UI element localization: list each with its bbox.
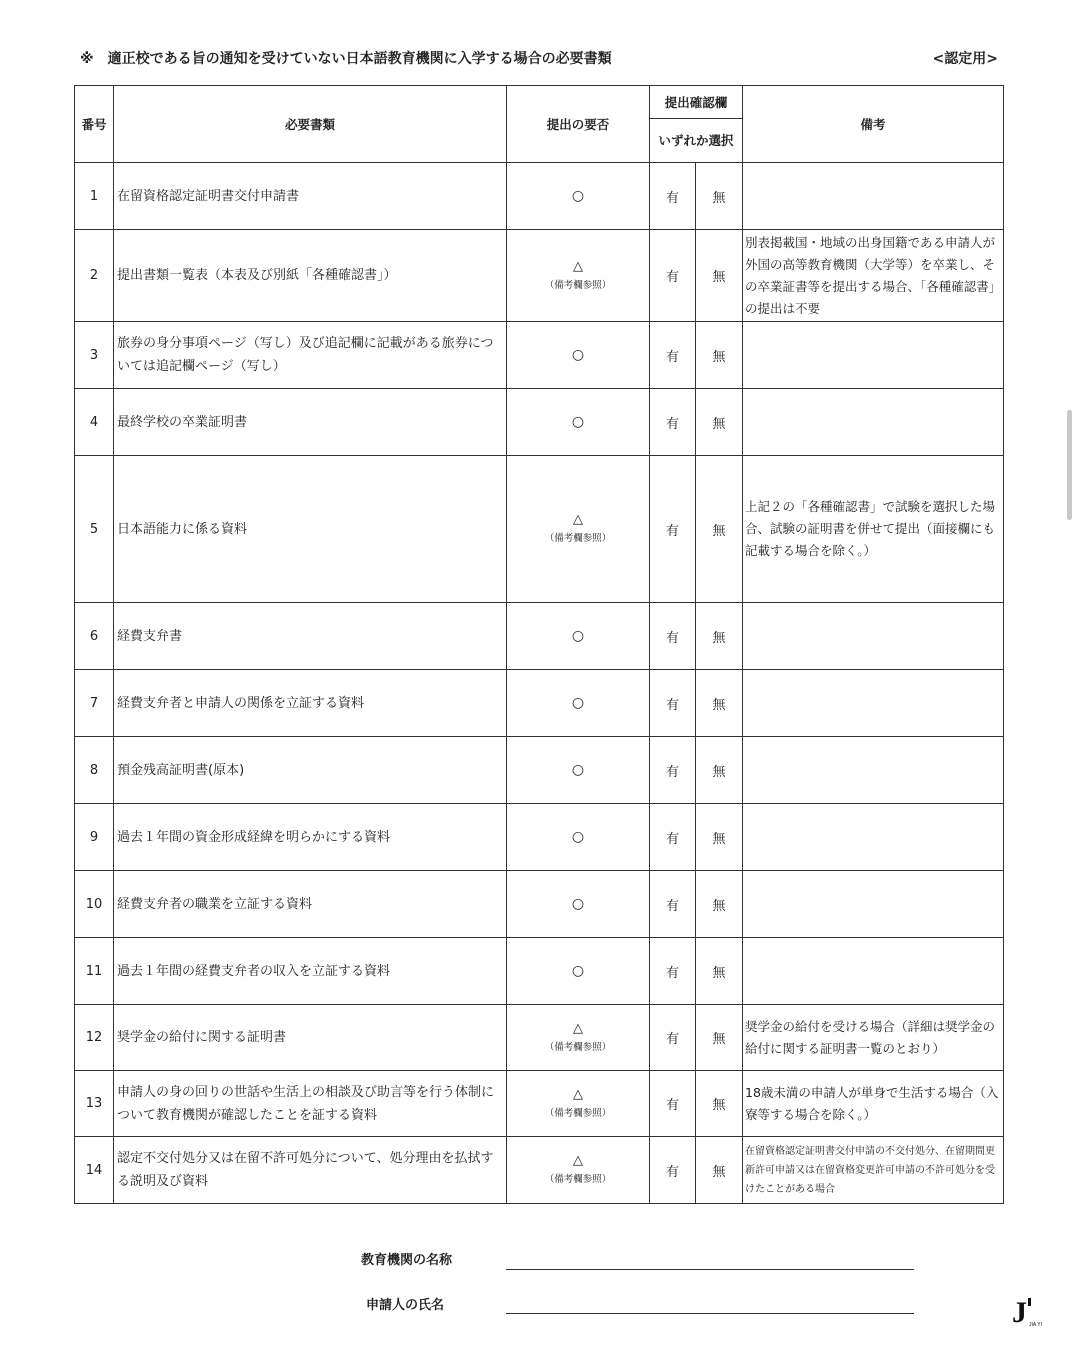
required-cell bbox=[507, 163, 650, 230]
required-mark: △ bbox=[573, 1020, 583, 1036]
header-confirm-sub: いずれか選択 bbox=[650, 119, 743, 163]
required-mark: ○ bbox=[571, 188, 585, 204]
required-cell bbox=[507, 230, 650, 322]
document-name: 過去１年間の経費支弁者の収入を立証する資料 bbox=[114, 938, 507, 1005]
required-note: （備考欄参照） bbox=[544, 1107, 612, 1119]
required-documents-table bbox=[74, 85, 1004, 1204]
required-cell bbox=[507, 1005, 650, 1071]
form-type-tag: <認定用> bbox=[932, 51, 998, 67]
required-mark: ○ bbox=[571, 695, 585, 711]
row-number: 5 bbox=[75, 456, 114, 603]
document-name: 申請人の身の回りの世話や生活上の相談及び助言等を行う体制について教育機関が確認したことを証する資料 bbox=[114, 1071, 507, 1137]
header-required: 提出の要否 bbox=[507, 86, 650, 163]
table-row bbox=[75, 871, 1004, 938]
option-no[interactable]: 無 bbox=[696, 737, 743, 804]
option-no[interactable]: 無 bbox=[696, 938, 743, 1005]
remark-cell: 在留資格認定証明書交付申請の不交付処分、在留期間更新許可申請又は在留資格変更許可申請の不許可処分を受けたことがある場合 bbox=[743, 1137, 1004, 1204]
document-name: 提出書類一覧表（本表及び別紙「各種確認書」） bbox=[114, 230, 507, 322]
row-number: 3 bbox=[75, 322, 114, 389]
option-no[interactable]: 無 bbox=[696, 322, 743, 389]
document-name: 経費支弁者と申請人の関係を立証する資料 bbox=[114, 670, 507, 737]
remark-cell bbox=[743, 603, 1004, 670]
table-row bbox=[75, 163, 1004, 230]
remark-cell bbox=[743, 389, 1004, 456]
row-number: 8 bbox=[75, 737, 114, 804]
required-mark: △ bbox=[573, 1086, 583, 1102]
row-number: 2 bbox=[75, 230, 114, 322]
option-no[interactable]: 無 bbox=[696, 230, 743, 322]
option-no[interactable]: 無 bbox=[696, 389, 743, 456]
jiayi-logo bbox=[1010, 1296, 1050, 1330]
required-cell bbox=[507, 871, 650, 938]
document-name: 経費支弁書 bbox=[114, 603, 507, 670]
document-name: 過去１年間の資金形成経緯を明らかにする資料 bbox=[114, 804, 507, 871]
remark-cell: 別表掲載国・地域の出身国籍である申請人が外国の高等教育機関（大学等）を卒業し、その卒業証書等を提出する場合、「各種確認書」の提出は不要 bbox=[743, 230, 1004, 322]
document-name: 経費支弁者の職業を立証する資料 bbox=[114, 871, 507, 938]
institution-name-field[interactable] bbox=[506, 1269, 914, 1270]
option-yes[interactable]: 有 bbox=[650, 938, 696, 1005]
required-mark: ○ bbox=[571, 829, 585, 845]
header-confirm: 提出確認欄 bbox=[650, 86, 743, 119]
option-no[interactable]: 無 bbox=[696, 456, 743, 603]
option-no[interactable]: 無 bbox=[696, 670, 743, 737]
option-no[interactable]: 無 bbox=[696, 1071, 743, 1137]
required-cell bbox=[507, 322, 650, 389]
required-cell bbox=[507, 603, 650, 670]
header-remarks: 備考 bbox=[743, 86, 1004, 163]
document-name: 預金残高証明書(原本) bbox=[114, 737, 507, 804]
document-name: 最終学校の卒業証明書 bbox=[114, 389, 507, 456]
required-mark: ○ bbox=[571, 896, 585, 912]
option-yes[interactable]: 有 bbox=[650, 737, 696, 804]
required-cell bbox=[507, 938, 650, 1005]
required-cell bbox=[507, 456, 650, 603]
required-note: （備考欄参照） bbox=[544, 1041, 612, 1053]
required-note: （備考欄参照） bbox=[544, 1174, 612, 1185]
required-mark: △ bbox=[573, 512, 583, 527]
table-row bbox=[75, 670, 1004, 737]
required-mark: △ bbox=[573, 1153, 583, 1168]
required-cell bbox=[507, 1137, 650, 1204]
option-yes[interactable]: 有 bbox=[650, 804, 696, 871]
table-row bbox=[75, 603, 1004, 670]
document-name: 在留資格認定証明書交付申請書 bbox=[114, 163, 507, 230]
required-mark: ○ bbox=[571, 347, 585, 363]
option-yes[interactable]: 有 bbox=[650, 871, 696, 938]
option-yes[interactable]: 有 bbox=[650, 670, 696, 737]
title-text: 適正校である旨の通知を受けていない日本語教育機関に入学する場合の必要書類 bbox=[107, 51, 612, 67]
option-yes[interactable]: 有 bbox=[650, 1005, 696, 1071]
logo-text: JIA YI bbox=[1029, 1322, 1042, 1328]
required-cell bbox=[507, 670, 650, 737]
option-yes[interactable]: 有 bbox=[650, 1137, 696, 1204]
option-yes[interactable]: 有 bbox=[650, 603, 696, 670]
row-number: 1 bbox=[75, 163, 114, 230]
row-number: 7 bbox=[75, 670, 114, 737]
remark-cell bbox=[743, 871, 1004, 938]
option-no[interactable]: 無 bbox=[696, 1137, 743, 1204]
option-no[interactable]: 無 bbox=[696, 163, 743, 230]
option-no[interactable]: 無 bbox=[696, 603, 743, 670]
page-title bbox=[80, 48, 612, 68]
required-note: （備考欄参照） bbox=[544, 279, 612, 291]
remark-cell bbox=[743, 163, 1004, 230]
applicant-name-field[interactable] bbox=[506, 1313, 914, 1314]
option-yes[interactable]: 有 bbox=[650, 456, 696, 603]
row-number: 10 bbox=[75, 871, 114, 938]
remark-cell: 奨学金の給付を受ける場合（詳細は奨学金の給付に関する証明書一覧のとおり） bbox=[743, 1005, 1004, 1071]
row-number: 13 bbox=[75, 1071, 114, 1137]
required-mark: ○ bbox=[571, 963, 585, 979]
option-yes[interactable]: 有 bbox=[650, 322, 696, 389]
required-mark: ○ bbox=[571, 628, 585, 644]
row-number: 4 bbox=[75, 389, 114, 456]
note-mark: ※ bbox=[80, 51, 94, 67]
remark-cell bbox=[743, 737, 1004, 804]
required-cell bbox=[507, 737, 650, 804]
option-yes[interactable]: 有 bbox=[650, 230, 696, 322]
option-yes[interactable]: 有 bbox=[650, 1071, 696, 1137]
table-body bbox=[75, 163, 1004, 1204]
row-number: 14 bbox=[75, 1137, 114, 1204]
document-name: 奨学金の給付に関する証明書 bbox=[114, 1005, 507, 1071]
header-document: 必要書類 bbox=[114, 86, 507, 163]
applicant-name-label: 申請人の氏名 bbox=[366, 1298, 445, 1313]
table-row bbox=[75, 1005, 1004, 1071]
table-row bbox=[75, 322, 1004, 389]
option-yes[interactable]: 有 bbox=[650, 163, 696, 230]
required-mark: ○ bbox=[571, 414, 585, 430]
table-row bbox=[75, 456, 1004, 603]
row-number: 9 bbox=[75, 804, 114, 871]
table-row bbox=[75, 1137, 1004, 1204]
table-row bbox=[75, 737, 1004, 804]
row-number: 11 bbox=[75, 938, 114, 1005]
required-cell bbox=[507, 1071, 650, 1137]
row-number: 6 bbox=[75, 603, 114, 670]
required-cell bbox=[507, 389, 650, 456]
row-number: 12 bbox=[75, 1005, 114, 1071]
remark-cell: 18歳未満の申請人が単身で生活する場合（入寮等する場合を除く。） bbox=[743, 1071, 1004, 1137]
document-name: 旅券の身分事項ページ（写し）及び追記欄に記載がある旅券については追記欄ページ（写し） bbox=[114, 322, 507, 389]
option-yes[interactable]: 有 bbox=[650, 389, 696, 456]
option-no[interactable]: 無 bbox=[696, 804, 743, 871]
required-mark: △ bbox=[573, 258, 583, 274]
remark-cell bbox=[743, 938, 1004, 1005]
table-row bbox=[75, 389, 1004, 456]
header-number: 番号 bbox=[75, 86, 114, 163]
logo-letter: J bbox=[1012, 1296, 1027, 1329]
table-row bbox=[75, 804, 1004, 871]
remark-cell bbox=[743, 804, 1004, 871]
table-row bbox=[75, 230, 1004, 322]
document-name: 日本語能力に係る資料 bbox=[114, 456, 507, 603]
option-no[interactable]: 無 bbox=[696, 871, 743, 938]
table-row bbox=[75, 938, 1004, 1005]
option-no[interactable]: 無 bbox=[696, 1005, 743, 1071]
required-note: （備考欄参照） bbox=[544, 533, 612, 544]
document-name: 認定不交付処分又は在留不許可処分について、処分理由を払拭する説明及び資料 bbox=[114, 1137, 507, 1204]
remark-cell bbox=[743, 670, 1004, 737]
remark-cell bbox=[743, 322, 1004, 389]
table-row bbox=[75, 1071, 1004, 1137]
required-mark: ○ bbox=[571, 762, 585, 778]
scrollbar[interactable] bbox=[1067, 410, 1072, 520]
remark-cell: 上記２の「各種確認書」で試験を選択した場合、試験の証明書を併せて提出（面接欄にも記載する場合を除く。） bbox=[743, 456, 1004, 603]
institution-name-label: 教育機関の名称 bbox=[361, 1253, 453, 1268]
required-cell bbox=[507, 804, 650, 871]
